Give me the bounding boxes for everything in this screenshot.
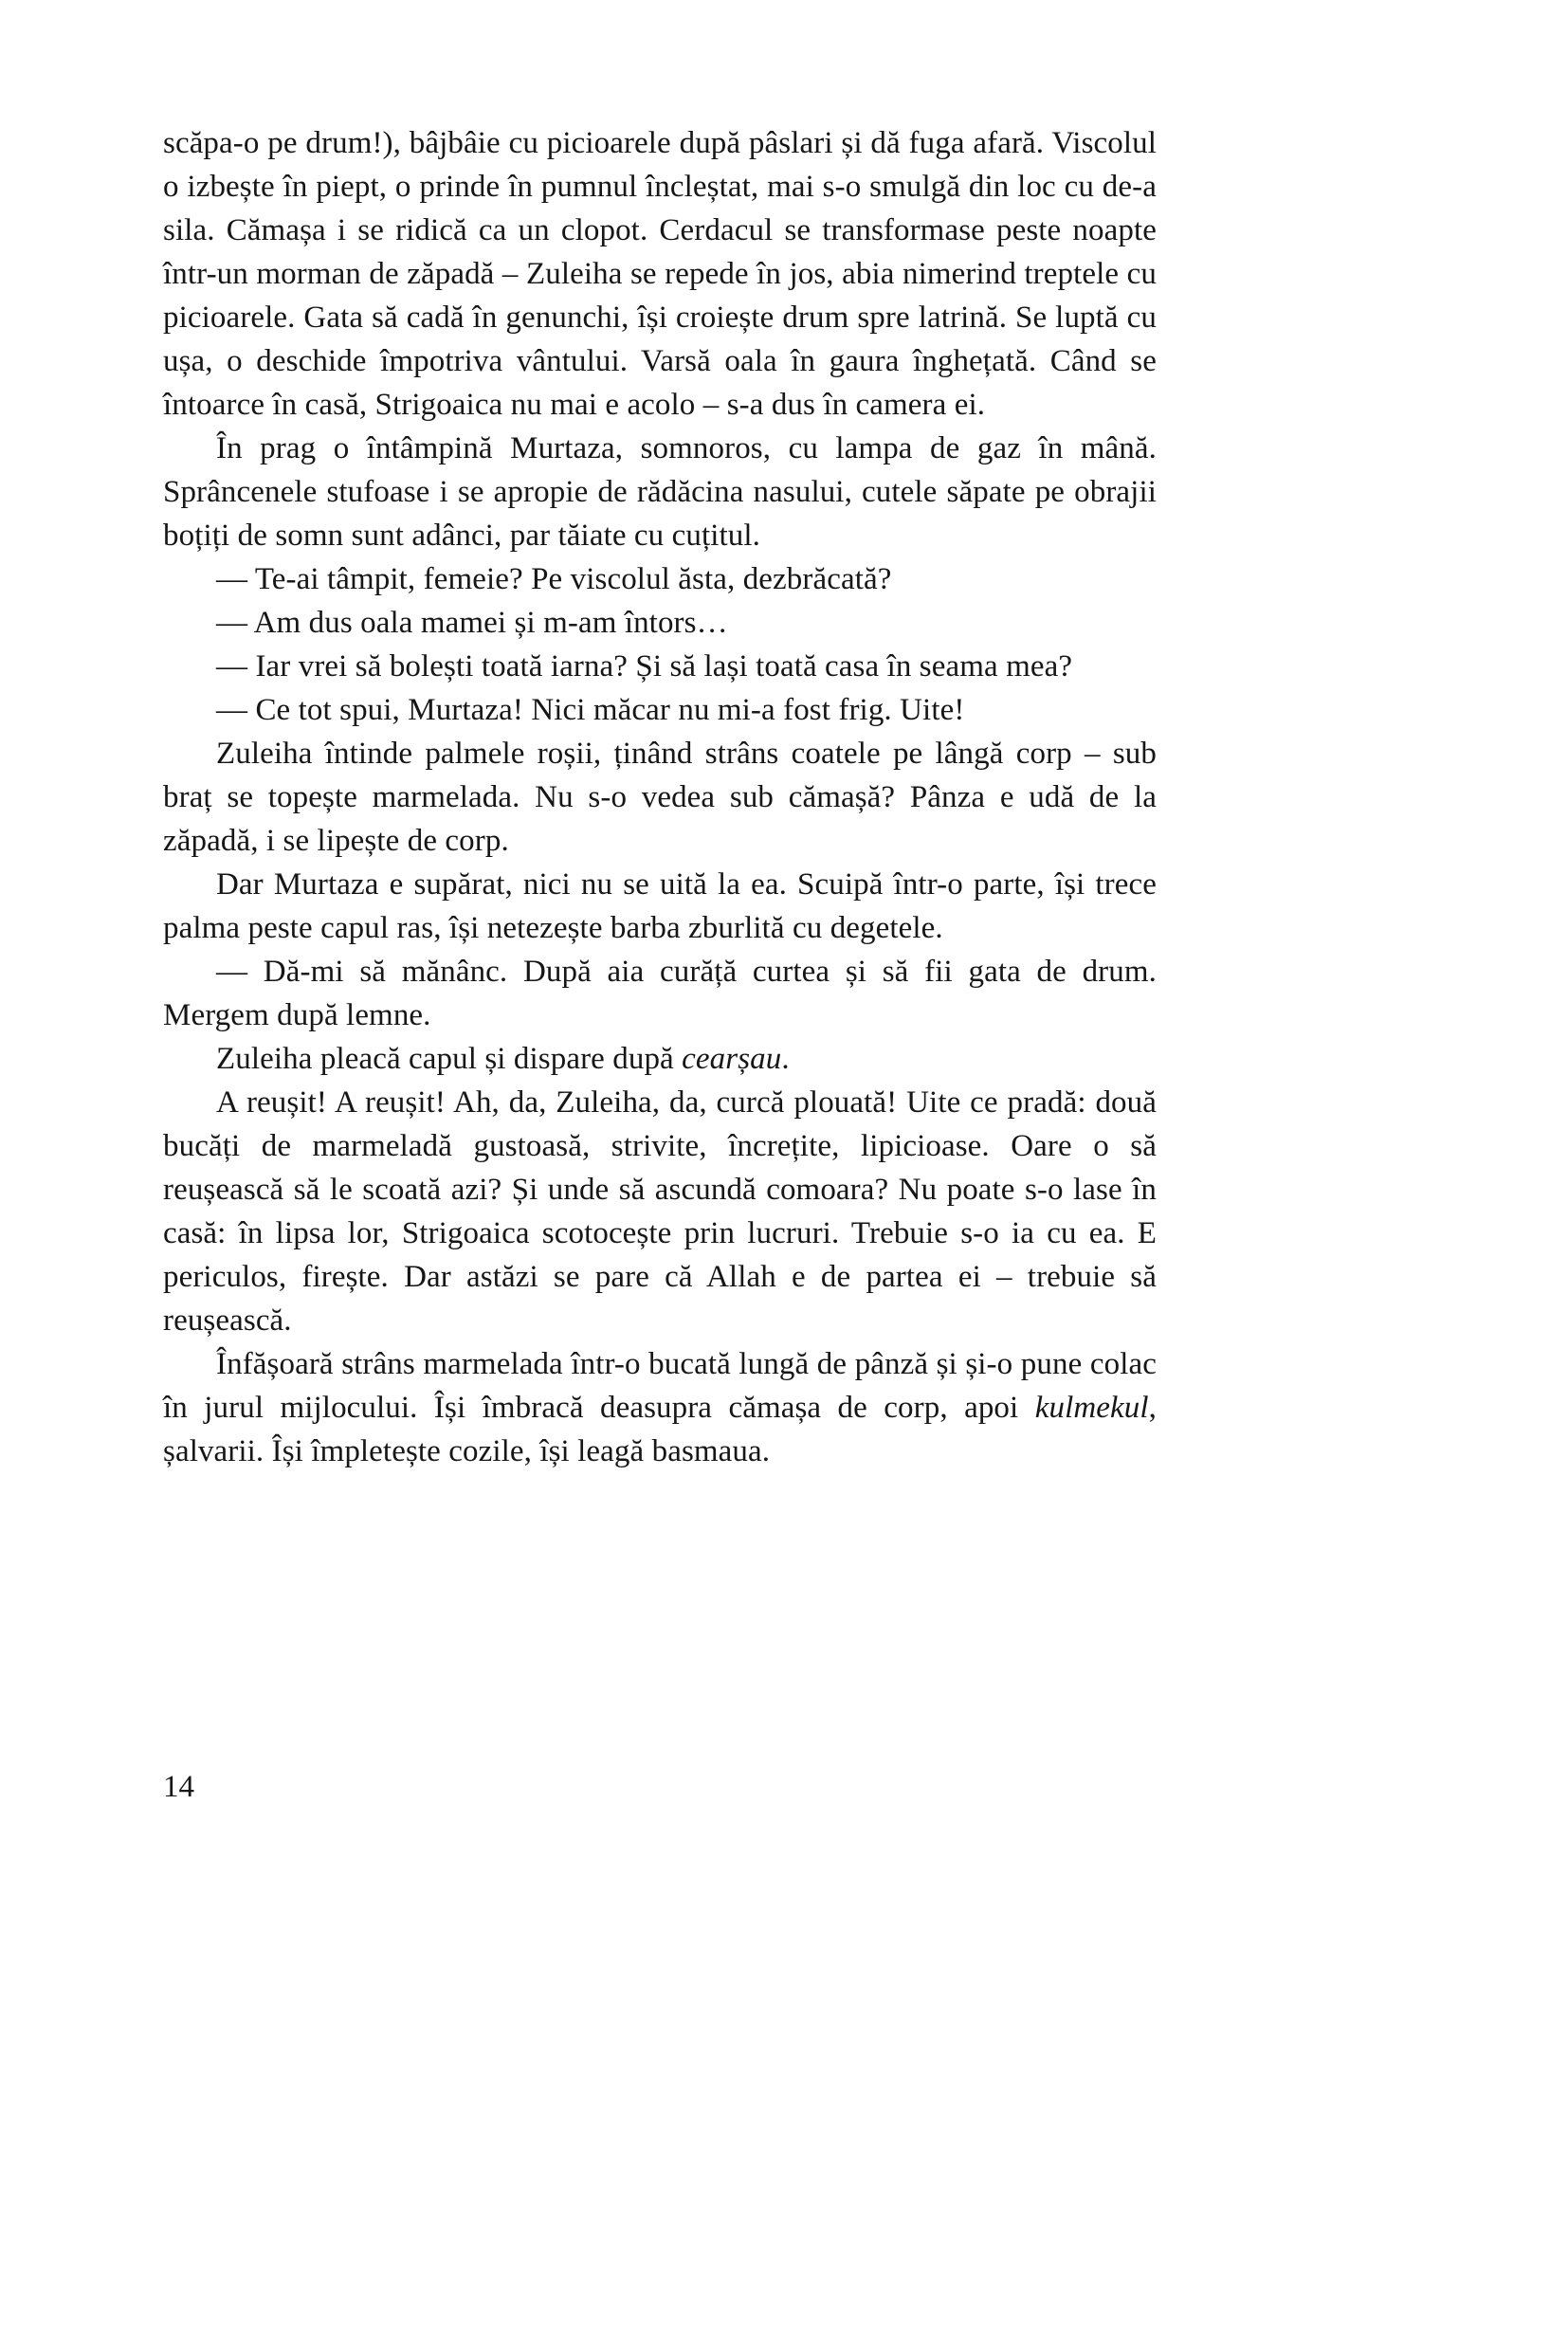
paragraph — [163, 688, 1157, 732]
text-block — [163, 121, 1157, 1473]
paragraph — [163, 732, 1157, 863]
text-run: Dar Murtaza e supărat, nici nu se uită la ea. Scuipă într-o parte, își trece palma peste capul ras, își netezește barba zburlită cu degetele. — [163, 867, 1157, 945]
text-run: Înfășoară strâns marmelada într-o bucată lungă de pânză și și-o pune colac în jurul mijlocului. Își îmbracă deasupra cămașa de corp, apoi — [163, 1347, 1157, 1425]
paragraph — [163, 1081, 1157, 1342]
text-run: — Iar vrei să bolești toată iarna? Și să lași toată casa în seama mea? — [216, 649, 1073, 683]
italic-term: cearșau — [682, 1042, 782, 1076]
text-run: . — [781, 1042, 790, 1076]
text-run: — Te-ai tâmpit, femeie? Pe viscolul ăsta, dezbrăcată? — [216, 562, 892, 596]
text-run: — Am dus oala mamei și m-am întors… — [216, 606, 728, 640]
paragraph — [163, 950, 1157, 1037]
paragraph — [163, 557, 1157, 601]
text-run: În prag o întâmpină Murtaza, somnoros, cu lampa de gaz în mână. Sprâncenele stufoase i se apropie de rădăcina nasului, cutele săpate pe obrajii boțiți de somn sunt adânci, par tăiate cu cuțitul. — [163, 431, 1157, 553]
text-run: Zuleiha întinde palmele roșii, ținând strâns coatele pe lângă corp – sub braț se topește marmelada. Nu s-o vedea sub cămașă? Pânza e udă de la zăpadă, i se lipește de corp. — [163, 737, 1157, 858]
paragraph — [163, 1342, 1157, 1473]
text-run: — Ce tot spui, Murtaza! Nici măcar nu mi-a fost frig. Uite! — [216, 693, 965, 727]
paragraph — [163, 427, 1157, 557]
text-run: Zuleiha pleacă capul și dispare după — [216, 1042, 683, 1076]
paragraph — [163, 121, 1157, 427]
text-run: A reușit! A reușit! Ah, da, Zuleiha, da, curcă plouată! Uite ce pradă: două bucăți de marmeladă gustoasă, strivite, încrețite, lipicioase. Oare o să reușească să le scoată azi? Și unde să ascundă comoara? Nu poate s-o lase în casă: în lipsa lor, Strigoaica scotocește prin lucruri. Trebuie s-o ia cu ea. E periculos, firește. Dar astăzi se pare că Allah e de partea ei – trebuie să reușească. — [163, 1085, 1157, 1338]
paragraph — [163, 1037, 1157, 1081]
text-run: , șalvarii. Își împletește cozile, își leagă basmaua. — [163, 1391, 1157, 1468]
paragraph — [163, 645, 1157, 688]
text-run: — Dă-mi să mănânc. După aia curăță curtea și să fii gata de drum. Mergem după lemne. — [163, 955, 1157, 1032]
paragraph — [163, 601, 1157, 645]
text-run: scăpa-o pe drum!), bâjbâie cu picioarele după pâslari și dă fuga afară. Viscolul o izbește în piept, o prinde în pumnul încleștat, mai s-o smulgă din loc cu de-a sila. Cămașa i se ridică ca un clopot. Cerdacul se transformase peste noapte într-un morman de zăpadă – Zuleiha se repede în jos, abia nimerind treptele cu picioarele. Gata să cadă în genunchi, își croiește drum spre latrină. Se luptă cu ușa, o deschide împotriva vântului. Varsă oala în gaura înghețată. Când se întoarce în casă, Strigoaica nu mai e acolo – s-a dus în camera ei. — [163, 126, 1157, 422]
page-number: 14 — [163, 1770, 194, 1804]
paragraph — [163, 863, 1157, 950]
italic-term: kulmekul — [1034, 1391, 1149, 1425]
